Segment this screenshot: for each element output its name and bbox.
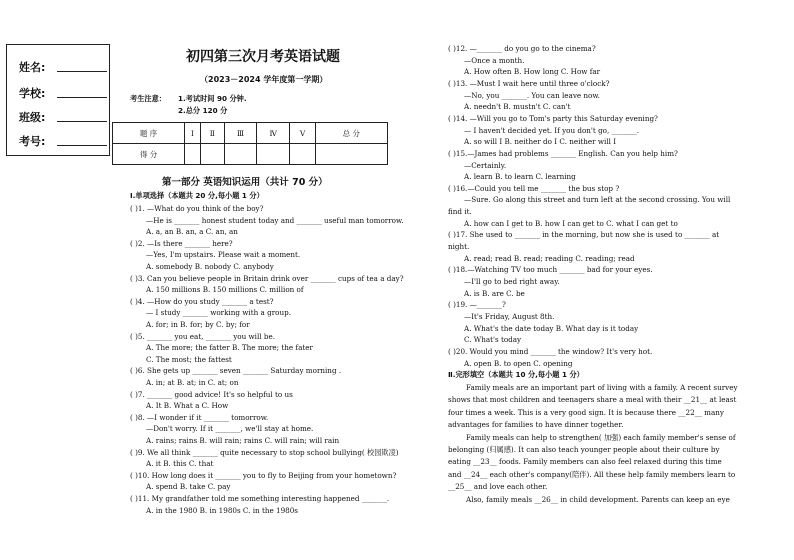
question-line: —Yes, I'm upstairs. Please wait a moment. [146,250,301,260]
question-line: ( )4. —How do you study _______ a test? [130,296,274,306]
cloze-line: and __24__ each other's company(陪伴). All these help family members learn to [448,469,736,479]
question-line: ( )13. —Must I wait here until three o'clock? [448,78,610,88]
question-line: ( )8. —I wonder if it _______ tomorrow. [130,412,269,422]
question-line: —He is _______ honest student today and _______ useful man tomorrow. [146,215,404,225]
exam-title: 初四第三次月考英语试题 [186,49,340,65]
question-line: — I haven't decided yet. If you don't go, _______. [464,125,640,135]
score-cell[interactable] [315,144,387,165]
question-line: ( )11. My grandfather told me something interesting happened _______. [130,494,390,503]
exam-no-field[interactable] [57,135,107,146]
question-line: ( )9. We all think _______ quite necessary to stop school bullying( 校园欺凌) [130,447,399,457]
question-line: C. The most; the fattest [146,354,232,364]
question-line: ( )10. How long does it _______ you to fly to Beijing from your hometown? [130,470,397,480]
question-line: —Once a month. [464,55,525,65]
score-table [112,122,388,165]
cloze-line: eating __23__ foods. Family members can also feel relaxed during this time [448,457,722,467]
cloze-line: advantages for families to have dinner together. [448,420,624,430]
question-line: A. spend B. take C. pay [146,482,231,492]
question-line: A. What's the date today B. What day is it today [464,323,639,333]
score-cell[interactable] [200,144,224,165]
question-line: —Sure. Go along this street and turn left at the second crossing. You will [464,195,731,205]
name-field[interactable] [57,61,107,72]
cloze-line: Family meals are an important part of living with a family. A recent survey [466,383,738,392]
cloze-line: four times a week. This is a very good sign. It is because there __22__ many [448,407,724,417]
cloze-line: Also, family meals __26__ in child development. Parents can keep an eye [466,494,730,504]
question-line: A. It B. What a C. How [146,401,229,411]
score-table-cell: V [290,123,315,144]
exam-no-label: 考号: [19,135,46,148]
cloze-line: belonging (归属感). It can also teach younger people about their culture by [448,445,720,454]
name-label: 姓名: [19,61,46,74]
question-line: find it. [448,207,472,217]
notice-label: 考生注意： [130,94,166,103]
notice-2: 2.总分 120 分 [178,106,228,115]
question-line: —Don't worry. If it _______, we'll stay at home. [146,424,314,434]
question-line: ( )20. Would you mind _______ the window? It's very hot. [448,346,653,356]
student-info-box [6,44,110,156]
question-line: ( )7. _______ good advice! It's so helpful to us [130,389,293,399]
cloze-line: __25__ and love each other. [448,482,548,492]
section1-title: Ⅰ.单项选择（本题共 20 分,每小题 1 分） [130,191,264,200]
question-line: ( )14. —Will you go to Tom's party this Saturday evening? [448,113,658,123]
question-line: ( )17. She used to _______ in the morning, but now she is used to _______ at [448,230,720,240]
question-line: A. rains; rains B. will rain; rains C. will rain; will rain [146,436,340,445]
score-table-cell: Ⅳ [257,123,290,144]
question-line: night. [448,242,470,252]
question-line: A. How often B. How long C. How far [464,67,601,77]
question-line: ( )2. —Is there _______ here? [130,238,233,248]
question-line: A. how can I get to B. how I can get to C. what I can get to [464,218,678,228]
question-line: A. is B. are C. be [464,288,525,298]
question-line: A. learn B. to learn C. learning [464,172,576,182]
question-line: A. in the 1980 B. in 1980s C. in the 1980s [146,505,298,515]
section2-title: Ⅱ.完形填空（本题共 10 分,每小题 1 分） [448,370,584,379]
question-line: —Certainly. [464,160,507,170]
question-line: A. for; in B. for; by C. by; for [146,320,250,329]
school-label: 学校: [19,87,46,100]
question-line: A. somebody B. nobody C. anybody [146,262,274,271]
question-line: A. so will I B. neither do I C. neither will I [464,137,617,147]
question-line: A. in; at B. at; in C. at; on [146,378,239,387]
notice-1: 1.考试时间 90 分钟. [178,94,247,103]
question-line: A. 150 millions B. 150 millions C. million of [146,285,304,295]
exam-subtitle: （2023－2024 学年度第一学期） [200,75,328,84]
question-line: —No, you _______. You can leave now. [464,90,600,100]
class-field[interactable] [57,111,107,122]
question-line: A. a, an B. an, a C. an, an [146,227,238,237]
question-line: A. it B. this C. that [146,459,214,469]
score-table-score-row [113,144,388,165]
question-line: A. open B. to open C. opening [464,358,573,368]
score-cell[interactable] [185,144,201,165]
question-line: ( )1. —What do you think of the boy? [130,204,264,213]
question-line: A. read; read B. read; reading C. reading; read [464,253,635,263]
question-line: ( )6. She gets up _______ seven _______ Saturday morning . [130,366,342,376]
score-table-cell: 题 序 [113,123,185,144]
score-table-cell: Ⅱ [200,123,224,144]
question-line: —I'll go to bed right away. [464,277,560,286]
question-line: ( )3. Can you believe people in Britain drink over _______ cups of tea a day? [130,273,404,283]
question-line: ( )18.—Watching TV too much _______ bad for your eyes. [448,265,653,275]
question-line: ( )15.—James had problems _______ English. Can you help him? [448,148,678,158]
score-cell[interactable] [290,144,315,165]
question-line: ( )5. _______ you eat, _______ you will be. [130,331,275,341]
score-cell[interactable] [224,144,256,165]
question-line: — I study _______ working with a group. [146,308,291,318]
score-row-label: 得 分 [113,144,185,165]
part1-title: 第一部分 英语知识运用（共计 70 分） [162,177,328,188]
score-table-header-row [113,123,388,144]
question-line: ( )12. —_______ do you go to the cinema? [448,44,596,53]
question-line: C. What's today [464,335,522,345]
score-table-cell: I [185,123,201,144]
question-line: A. needn't B. mustn't C. can't [464,102,571,112]
question-line: A. The more; the fatter B. The more; the fater [146,343,313,353]
score-cell[interactable] [257,144,290,165]
score-table-cell: Ⅲ [224,123,256,144]
question-line: ( )16.—Could you tell me _______ the bus stop ? [448,183,620,193]
class-label: 班级: [19,111,46,124]
question-line: —It's Friday, August 8th. [464,311,555,321]
score-table-cell: 总 分 [315,123,387,144]
question-line: ( )19. —_______? [448,300,506,310]
cloze-line: Family meals can help to strengthen( 加强) each family member's sense of [466,432,736,442]
cloze-line: shows that most children and teenagers share a meal with their __21__ at least [448,395,737,405]
school-field[interactable] [57,87,107,98]
